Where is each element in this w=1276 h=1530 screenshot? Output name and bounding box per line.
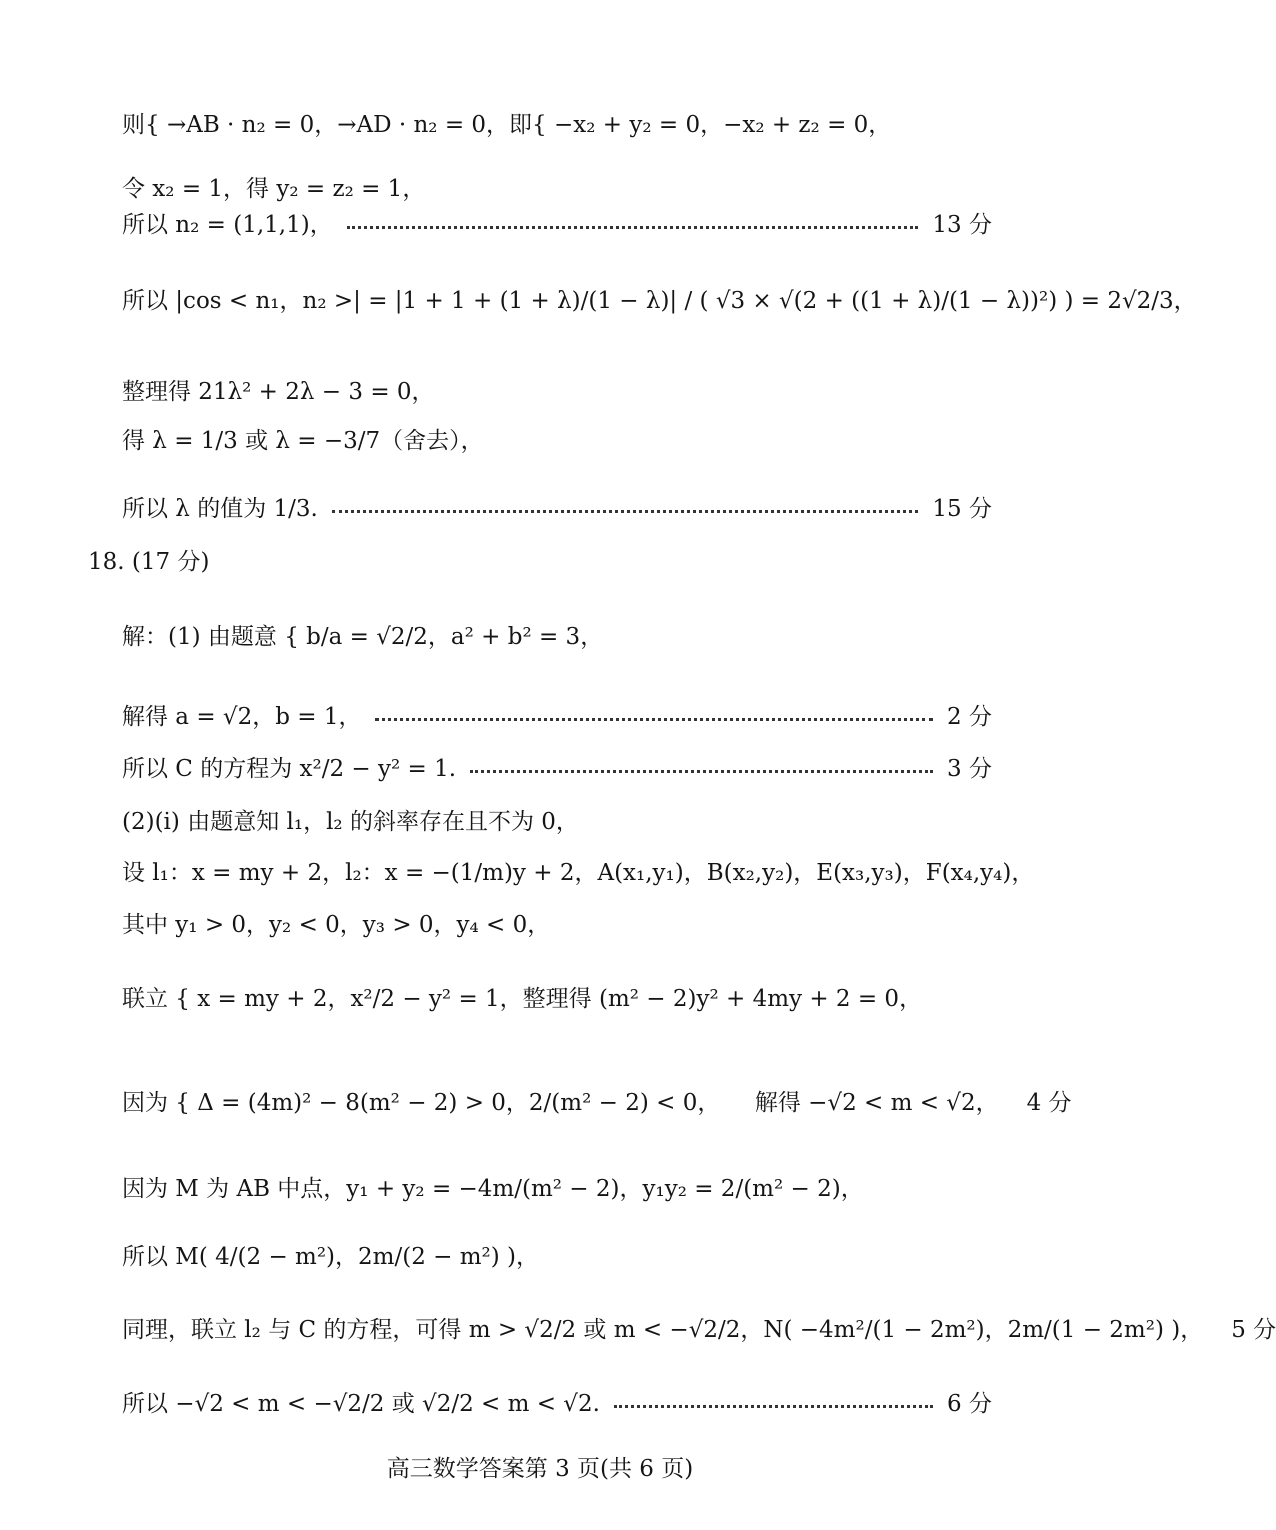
line-text: 则{ →AB · n₂ = 0，→AD · n₂ = 0，即{ −x₂ + y₂ = 0，−x₂ + z₂ = 0，	[122, 112, 892, 138]
line-text: 所以 λ 的值为 1/3.	[122, 496, 318, 522]
line-hyperbola-equation	[122, 752, 992, 786]
leader-dots	[375, 718, 933, 721]
question-points: (17 分)	[131, 549, 210, 575]
line-text: 所以 n₂ = (1,1,1)，	[122, 212, 333, 238]
line-text: 整理得 21λ² + 2λ − 3 = 0，	[122, 379, 435, 405]
score-label: 2 分	[947, 704, 992, 730]
line-lambda-value	[122, 492, 992, 526]
line-text: 同理，联立 l₂ 与 C 的方程，可得 m > √2/2 或 m < −√2/2，N( −4m²/(1 − 2m²)，2m/(1 − 2m²) )，	[122, 1317, 1204, 1343]
question-heading	[88, 545, 209, 579]
score-label: 4 分	[1026, 1090, 1072, 1116]
line-sign-conditions	[122, 908, 992, 942]
line-normal-vector-system	[122, 108, 992, 142]
line-point-m	[122, 1240, 992, 1274]
line-text: 所以 −√2 < m < −√2/2 或 √2/2 < m < √2.	[122, 1391, 600, 1417]
line-let-x2	[122, 172, 992, 206]
score-label: 15 分	[932, 496, 992, 522]
line-text: 解得 a = √2，b = 1，	[122, 704, 362, 730]
line-text: 联立 { x = my + 2，x²/2 − y² = 1，整理得 (m² − 2)y² + 4my + 2 = 0，	[122, 986, 923, 1012]
line-point-n	[122, 1313, 1276, 1347]
score-label: 3 分	[947, 756, 992, 782]
line-text: 其中 y₁ > 0，y₂ < 0，y₃ > 0，y₄ < 0，	[122, 912, 551, 938]
leader-dots	[332, 510, 919, 513]
line-m-range	[122, 1387, 992, 1421]
line-text: 所以 C 的方程为 x²/2 − y² = 1.	[122, 756, 457, 782]
line-text: 设 l₁：x = my + 2，l₂：x = −(1/m)y + 2，A(x₁,y₁)，B(x₂,y₂)，E(x₃,y₃)，F(x₄,y₄)，	[122, 860, 1035, 886]
line-text: 所以 M( 4/(2 − m²)，2m/(2 − m²) )，	[122, 1244, 540, 1270]
page-footer: 高三数学答案第 3 页(共 6 页)	[386, 1456, 694, 1482]
question-number: 18.	[88, 549, 125, 575]
line-simplify-equation	[122, 375, 992, 409]
leader-dots	[614, 1405, 933, 1408]
line-text: 令 x₂ = 1，得 y₂ = z₂ = 1，	[122, 176, 426, 202]
leader-dots	[347, 226, 919, 229]
line-solve-a-b	[122, 700, 992, 734]
line-discriminant	[122, 1086, 1072, 1120]
leader-dots	[470, 770, 933, 773]
score-label: 13 分	[932, 212, 992, 238]
line-lambda-solutions	[122, 424, 992, 458]
line-text: 因为 M 为 AB 中点，y₁ + y₂ = −4m/(m² − 2)，y₁y₂ = 2/(m² − 2)，	[122, 1176, 864, 1202]
line-text: 解：(1) 由题意 { b/a = √2/2，a² + b² = 3，	[122, 624, 604, 650]
line-n2-result	[122, 208, 992, 242]
line-combine-equations	[122, 982, 992, 1016]
line-text: 因为 { Δ = (4m)² − 8(m² − 2) > 0，2/(m² − 2) < 0， 解得 −√2 < m < √2，	[122, 1090, 999, 1116]
line-part1-system	[122, 620, 992, 654]
score-label: 5 分	[1231, 1317, 1276, 1343]
line-midpoint-relations	[122, 1172, 992, 1206]
line-define-lines	[122, 856, 1035, 890]
line-text: 所以 |cos < n₁，n₂ >| = |1 + 1 + (1 + λ)/(1 − λ)| / ( √3 × √(2 + ((1 + λ)/(1 − λ))²) ) = 2√2/3，	[122, 288, 1197, 314]
line-text: 得 λ = 1/3 或 λ = −3/7（舍去），	[122, 428, 484, 454]
line-cos-angle	[122, 284, 1197, 318]
line-text: (2)(ⅰ) 由题意知 l₁，l₂ 的斜率存在且不为 0，	[122, 809, 579, 835]
line-part2-slopes	[122, 805, 992, 839]
score-label: 6 分	[947, 1391, 992, 1417]
